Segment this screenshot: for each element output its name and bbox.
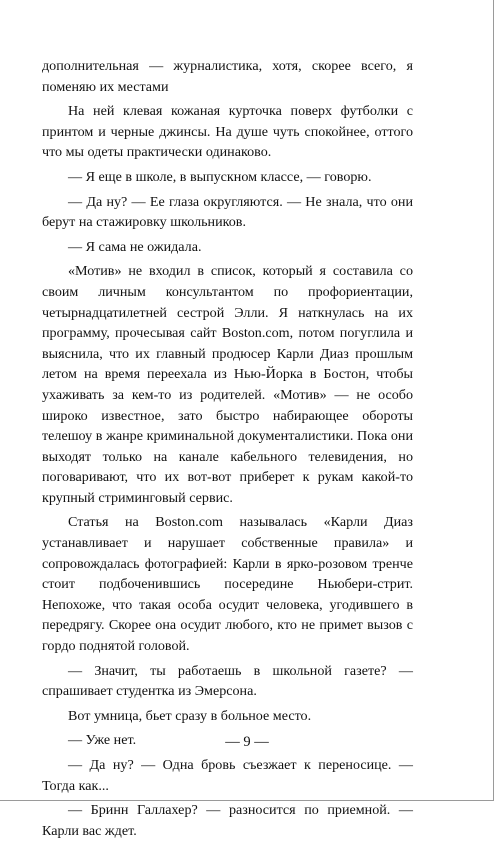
page-text — [42, 56, 413, 841]
paragraph-6: «Мотив» не входил в список, который я составила со своим личным консультантом по профориентации, четырнадцатилетней сестрой Элли. Я наткнулась на их программу, прочесывая сайт Boston.com, потом погуглила и выяснила, что их главный продюсер Карли Диаз прошлым летом на время переехала из Нью-Йорка в Бостон, чтобы ухаживать за кем-то из родителей. «Мотив» — не особо широко известное, зато быстро набирающее обороты телешоу в жанре криминальной документалистики. Пока они выходят только на канале кабельного телевидения, но поговаривают, что их вот-вот приберет к рукам какой-то крупный стриминговый сервис. — [42, 263, 413, 506]
paragraph-12: — Бринн Галлахер? — разносится по приемной. — Карли вас ждет. — [42, 802, 413, 839]
paragraph-1: дополнительная — журналистика, хотя, скорее всего, я поменяю их местами — [42, 58, 413, 95]
paragraph-10: — Уже нет. — [68, 732, 137, 749]
paragraph-4: — Да ну? — Ее глаза округляются. — Не знала, что они берут на стажировку школьников. — [42, 193, 413, 231]
paragraph-3: — Я еще в школе, в выпускном классе, — говорю. — [68, 168, 372, 185]
page-number: — 9 — — [225, 734, 269, 750]
paragraph-11: — Да ну? — Одна бровь съезжает к переносице. — Тогда как... — [42, 757, 413, 794]
paragraph-2: На ней клевая кожаная курточка поверх футболки с принтом и черные джинсы. На душе чуть спокойнее, оттого что мы одеты практически одинаково. — [42, 103, 413, 161]
paragraph-8: — Значит, ты работаешь в школьной газете? — спрашивает студентка из Эмерсона. — [42, 662, 413, 700]
paragraph-9: Вот умница, бьет сразу в больное место. — [68, 707, 312, 724]
paragraph-5: — Я сама не ожидала. — [68, 238, 202, 255]
paragraph-7: Статья на Boston.com называлась «Карли Диаз устанавливает и нарушает собственные правила» и сопровождалась фотографией: Карли в ярко-розовом тренче стоит подбоченившись посередине Ньюбери-стрит. Непохоже, что такая особа осудит человека, угодившего в передрягу. Скорее она осудит любого, кто не примет вызов с гордо поднятой головой. — [42, 514, 413, 655]
